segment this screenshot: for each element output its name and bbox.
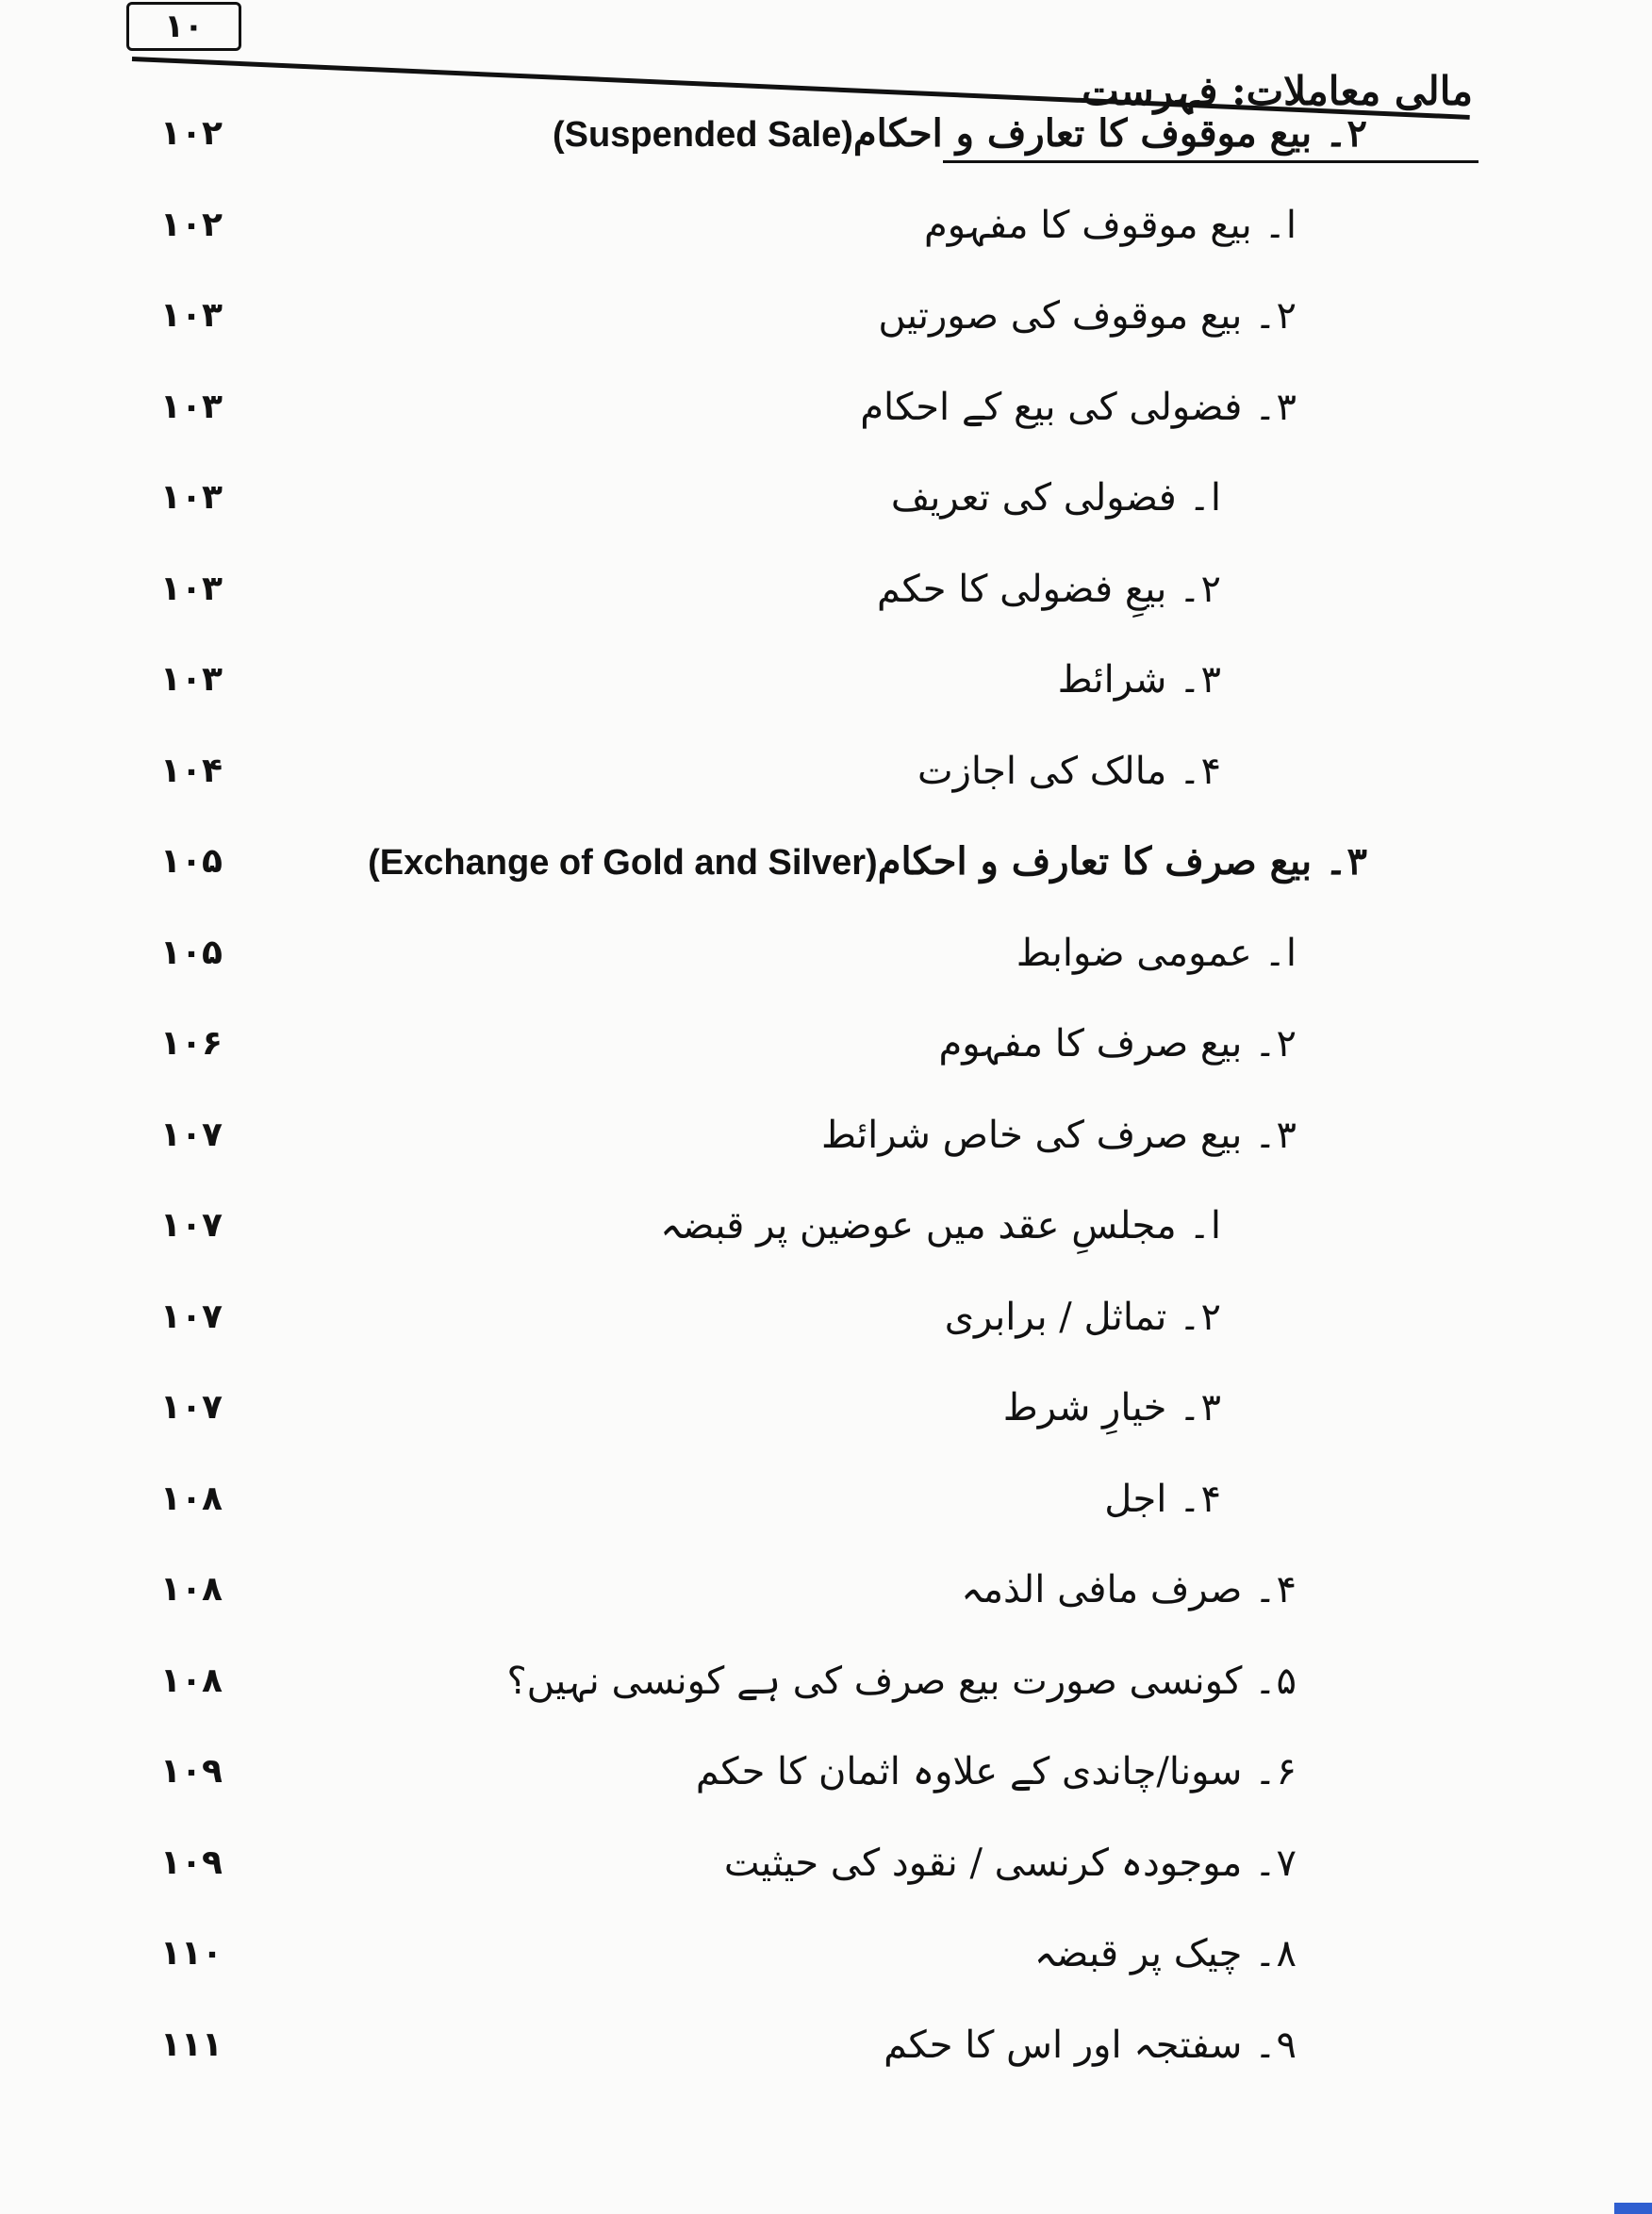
toc-entry-title — [696, 1743, 1297, 1800]
toc-page-number: ۱۰۸ — [160, 1570, 223, 1609]
toc-entry-urdu: ا۔ بیع موقوف کا مفہوم — [924, 203, 1297, 247]
toc-entry-title — [945, 1289, 1221, 1346]
toc-entry-title — [860, 379, 1297, 436]
toc-page-number: ۱۱۰ — [160, 1934, 223, 1973]
toc-page-number: ۱۰۳ — [160, 660, 223, 699]
toc-entry-urdu: ۲۔ بیع موقوف کی صورتیں — [878, 294, 1297, 338]
toc-entry-title — [884, 2017, 1297, 2074]
page-number: ۱۰ — [164, 8, 204, 45]
toc-entry-title — [917, 743, 1221, 800]
toc-row — [0, 1653, 1652, 1710]
toc-entry-urdu: ۴۔ مالک کی اجازت — [917, 749, 1221, 793]
toc-row — [0, 1743, 1652, 1800]
toc-page-number: ۱۰۳ — [160, 478, 223, 517]
toc-entry-urdu: ۲۔ بیعِ فضولی کا حکم — [877, 567, 1221, 611]
toc-entry-urdu: ۷۔ موجودہ کرنسی / نقود کی حیثیت — [723, 1841, 1297, 1885]
toc-entry-urdu: ۴۔ صرف مافی الذمہ — [961, 1568, 1297, 1611]
scan-edge — [1614, 2203, 1652, 2214]
toc-entry-title — [1034, 1925, 1297, 1982]
toc-entry-title — [1003, 1380, 1221, 1436]
toc-entry-title — [1058, 652, 1221, 708]
toc-entry-urdu: ۲۔ تماثل / برابری — [944, 1295, 1221, 1339]
toc-page-number: ۱۰۸ — [160, 1660, 223, 1700]
toc-row — [0, 1561, 1652, 1618]
toc-entry-title — [368, 834, 1367, 891]
toc-entry-urdu: ۳۔ فضولی کی بیع کے احکام — [860, 385, 1297, 429]
toc-row — [0, 834, 1652, 890]
toc-page-number: ۱۰۳ — [160, 387, 223, 426]
toc-entry-urdu: ۲۔ بیع موقوف کا تعارف و احکام — [852, 111, 1367, 156]
toc-page-number: ۱۰۵ — [160, 842, 223, 881]
toc-page-number: ۱۰۳ — [160, 296, 223, 335]
toc-entry-urdu: ۵۔ کونسی صورت بیع صرف کی ہے کونسی نہیں؟ — [506, 1659, 1297, 1703]
toc-entry-urdu: ۳۔ بیع صرف کا تعارف و احکام — [877, 839, 1367, 884]
toc-entry-title — [924, 197, 1297, 254]
toc-page-number: ۱۰۶ — [160, 1024, 223, 1063]
toc-row — [0, 925, 1652, 982]
toc-row — [0, 197, 1652, 254]
toc-row — [0, 379, 1652, 436]
toc-row — [0, 288, 1652, 344]
toc-entry-urdu: ۹۔ سفتجہ اور اس کا حکم — [884, 2023, 1297, 2067]
toc-page-number: ۱۰۴ — [160, 751, 223, 790]
toc-page-number: ۱۰۳ — [160, 569, 223, 608]
toc-page-number: ۱۱۱ — [160, 2024, 223, 2064]
toc-entry-title — [724, 1835, 1297, 1892]
toc-row — [0, 1198, 1652, 1254]
toc-entry-urdu: ا۔ مجلسِ عقد میں عوضین پر قبضہ — [660, 1204, 1221, 1247]
toc-row — [0, 1471, 1652, 1528]
toc-entry-title — [553, 106, 1367, 163]
toc-entry-urdu: ۶۔ سونا/چاندی کے علاوہ اثمان کا حکم — [695, 1750, 1297, 1793]
toc-entry-title — [961, 1561, 1297, 1618]
toc-row — [0, 743, 1652, 800]
toc-row — [0, 1107, 1652, 1164]
page-number-box — [126, 2, 241, 51]
toc-entry-urdu: ۸۔ چیک پر قبضہ — [1033, 1932, 1297, 1975]
toc-page-number: ۱۰۷ — [160, 1388, 223, 1427]
toc-row — [0, 1016, 1652, 1072]
toc-row — [0, 1835, 1652, 1892]
toc-page-number: ۱۰۹ — [160, 1752, 223, 1791]
toc-row — [0, 1925, 1652, 1982]
toc-entry-title — [660, 1198, 1221, 1254]
toc-entry-urdu: ۳۔ شرائط — [1057, 658, 1221, 702]
toc-page-number: ۱۰۲ — [160, 114, 223, 153]
toc-page-number: ۱۰۲ — [160, 205, 223, 244]
toc-page-number: ۱۰۵ — [160, 933, 223, 972]
toc-entry-title — [891, 470, 1221, 526]
toc-entry-urdu: ا۔ فضولی کی تعریف — [890, 476, 1221, 520]
toc-entry-urdu: ۳۔ خیارِ شرط — [1002, 1386, 1221, 1429]
toc-row — [0, 2017, 1652, 2074]
toc-entry-urdu: ا۔ عمومی ضوابط — [1016, 931, 1297, 975]
toc-page-number: ۱۰۹ — [160, 1842, 223, 1882]
toc-entry-urdu: ۲۔ بیع صرف کا مفہوم — [938, 1022, 1297, 1066]
toc-entry-english: (Suspended Sale) — [553, 115, 853, 155]
toc-entry-english: (Exchange of Gold and Silver) — [368, 843, 878, 883]
toc-row — [0, 1289, 1652, 1346]
toc-entry-title — [938, 1016, 1297, 1072]
toc-entry-title — [1104, 1471, 1221, 1528]
toc-row — [0, 470, 1652, 526]
toc-entry-title — [821, 1107, 1297, 1164]
toc-row — [0, 106, 1652, 162]
toc-entry-urdu: ۴۔ اجل — [1104, 1477, 1221, 1521]
toc-entry-urdu: ۳۔ بیع صرف کی خاص شرائط — [821, 1113, 1297, 1157]
toc-entry-title — [878, 288, 1297, 344]
toc-entry-title — [1016, 925, 1297, 982]
toc-row — [0, 561, 1652, 618]
toc-page-number: ۱۰۸ — [160, 1479, 223, 1518]
toc-entry-title — [877, 561, 1221, 618]
toc-page-number: ۱۰۷ — [160, 1115, 223, 1154]
toc-row — [0, 652, 1652, 708]
running-title: مالی معاملات: فہرست — [1082, 68, 1473, 114]
toc-entry-title — [506, 1653, 1297, 1710]
toc-page-number: ۱۰۷ — [160, 1297, 223, 1336]
toc-page-number: ۱۰۷ — [160, 1206, 223, 1245]
toc-row — [0, 1380, 1652, 1436]
